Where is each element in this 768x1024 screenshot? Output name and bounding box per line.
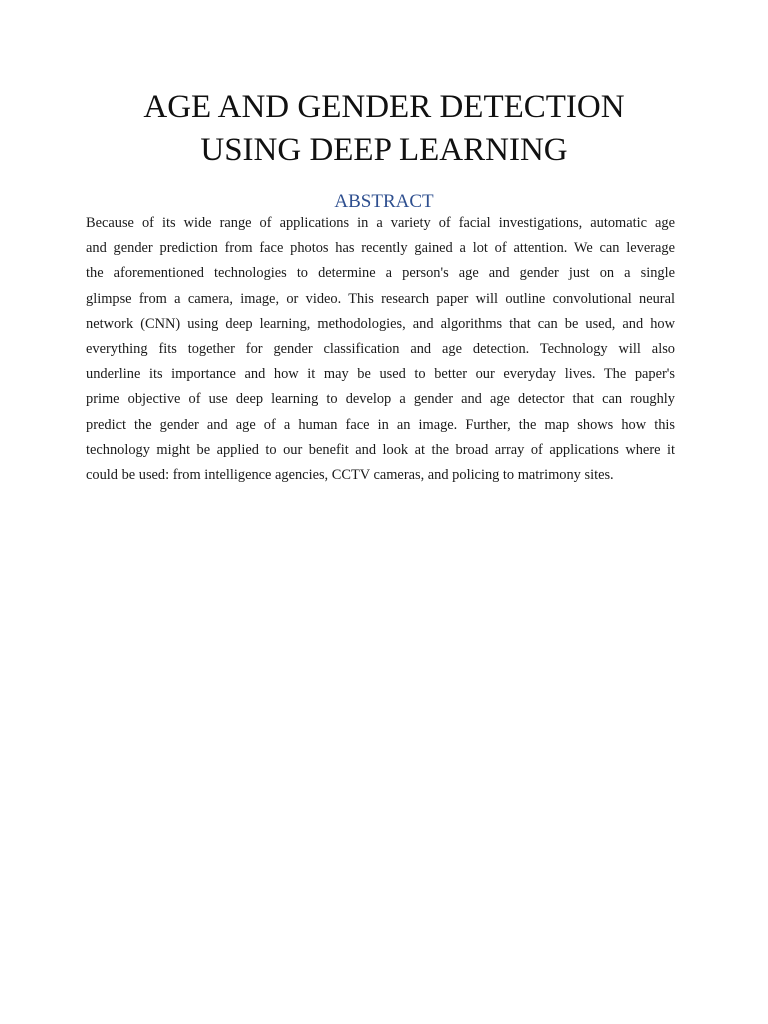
abstract-body	[86, 211, 675, 488]
abstract-line: could be used: from intelligence agencies, CCTV cameras, and policing to matrimony sites.	[86, 467, 614, 484]
abstract-line: glimpse from a camera, image, or video. This research paper will outline convolutional neural	[86, 290, 675, 307]
title-line: AGE AND GENDER DETECTION	[143, 89, 625, 125]
paper-title	[60, 86, 708, 172]
abstract-line: network (CNN) using deep learning, methodologies, and algorithms that can be used, and how	[86, 315, 675, 332]
abstract-heading: ABSTRACT	[334, 191, 434, 212]
abstract-line: the aforementioned technologies to determine a person's age and gender just on a single	[86, 265, 675, 282]
abstract-line: prime objective of use deep learning to develop a gender and age detector that can roughly	[86, 391, 675, 408]
abstract-line: everything fits together for gender classification and age detection. Technology will also	[86, 341, 675, 358]
abstract-line: technology might be applied to our benefit and look at the broad array of applications where it	[86, 441, 675, 458]
abstract-line: underline its importance and how it may be used to better our everyday lives. The paper's	[86, 366, 675, 383]
title-line: USING DEEP LEARNING	[200, 132, 568, 168]
abstract-line: Because of its wide range of applications in a variety of facial investigations, automatic age	[86, 215, 675, 231]
abstract-line: predict the gender and age of a human face in an image. Further, the map shows how this	[86, 416, 675, 433]
abstract-line: and gender prediction from face photos has recently gained a lot of attention. We can leverage	[86, 240, 675, 257]
